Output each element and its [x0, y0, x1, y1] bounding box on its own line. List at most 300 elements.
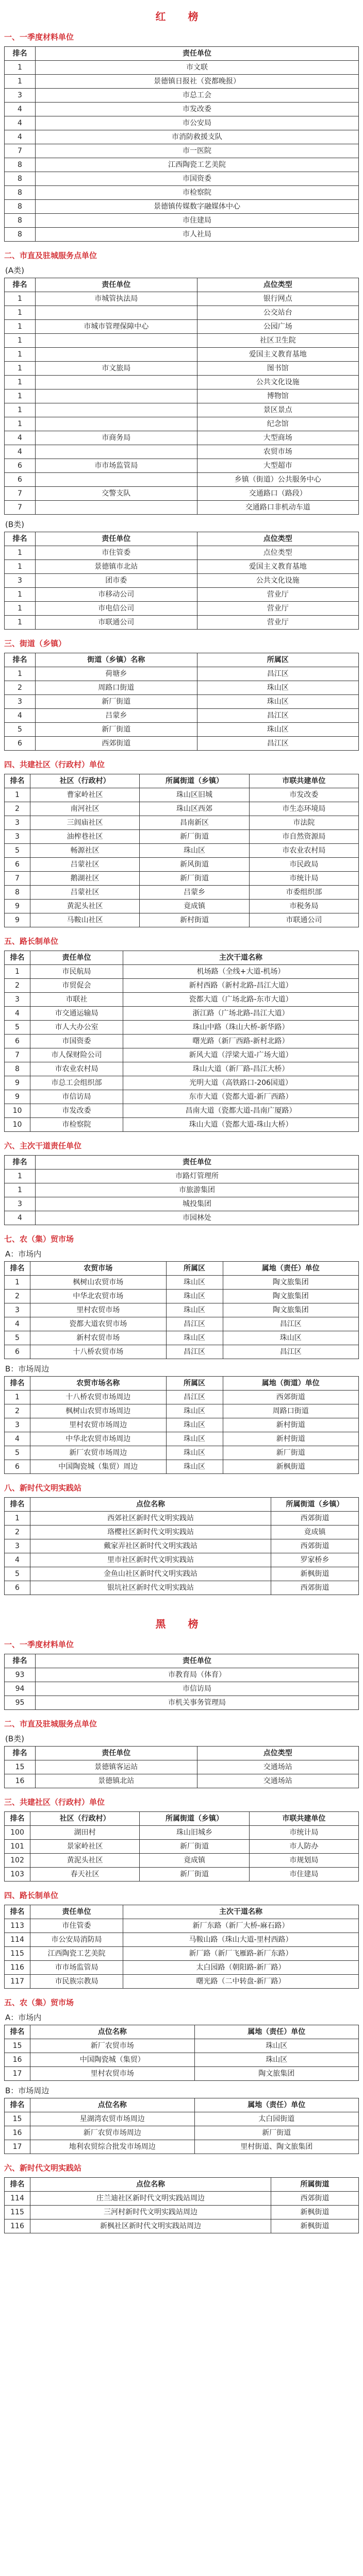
table-cell: 瓷都大道（广场北路-东市大道）	[123, 993, 359, 1007]
rank-cell: 1	[5, 1170, 36, 1183]
table-cell: 浙江路（广场北路-昌江大道）	[123, 1007, 359, 1021]
table-cell: 机场路（全线+大道-机场）	[123, 965, 359, 979]
table-row	[5, 1118, 359, 1132]
table-row	[5, 1007, 359, 1021]
table-cell: 交通路口非机动车道	[197, 501, 359, 515]
column-header: 排名	[5, 2098, 30, 2112]
rank-cell: 10	[5, 1118, 30, 1132]
table-cell: 市国资委	[30, 1035, 123, 1048]
column-header: 点位类型	[197, 532, 359, 546]
table-cell: 昌江区	[197, 667, 359, 681]
rank-cell: 2	[5, 681, 36, 695]
column-header: 社区（行政村）	[30, 1812, 140, 1826]
column-header: 责任单位	[30, 1905, 123, 1919]
column-header: 所属街道	[271, 2178, 359, 2192]
table-cell: 珠山大道（瓷都大道-珠山大桥）	[123, 1118, 359, 1132]
rank-cell: 3	[5, 1418, 30, 1432]
red-s8-table	[4, 1497, 359, 1595]
table-cell: 景区景点	[197, 403, 359, 417]
table-cell: 珠山大道（新厂路-昌江大桥）	[123, 1062, 359, 1076]
table-cell: 市民政局	[249, 858, 358, 872]
table-cell: 西郊街道	[36, 737, 197, 751]
table-row	[5, 1048, 359, 1062]
table-row	[5, 1553, 359, 1567]
table-row	[5, 2126, 359, 2140]
rank-cell: 1	[5, 1391, 30, 1404]
rank-cell: 1	[5, 61, 36, 75]
table-row	[5, 886, 359, 900]
table-cell: 新厂农贸市场周边	[30, 1446, 167, 1460]
rank-cell: 8	[5, 186, 36, 200]
black-s1-table	[4, 1654, 359, 1710]
table-row	[5, 1567, 359, 1581]
table-row	[5, 1840, 359, 1854]
rank-cell: 3	[5, 1303, 30, 1317]
table-cell: 庄兰迪社区新时代文明实践站周边	[30, 2192, 271, 2206]
table-cell: 市人大办公室	[30, 1021, 123, 1035]
column-header: 排名	[5, 951, 30, 965]
rank-cell: 17	[5, 2140, 30, 2154]
red-list-title: 红 榜	[155, 10, 208, 23]
rank-cell: 3	[5, 816, 30, 830]
rank-cell: 3	[5, 1539, 30, 1553]
rank-cell: 5	[5, 1021, 30, 1035]
table-cell: 大型商场	[197, 431, 359, 445]
table-row	[5, 2112, 359, 2126]
table-row	[5, 61, 359, 75]
table-cell: 江西陶瓷工艺美院	[30, 1947, 123, 1961]
table-cell: 春天社区	[30, 1868, 140, 1882]
table-cell: 新村街道	[140, 913, 249, 927]
black-section-1-title: 一、一季度材料单位	[4, 1640, 74, 1649]
table-row	[5, 602, 359, 616]
table-cell: 市统计局	[249, 872, 358, 886]
column-header: 排名	[5, 653, 36, 667]
table-cell: 昌江区	[197, 709, 359, 723]
table-row	[5, 2219, 359, 2233]
red-s2-part-b-label: (B类)	[5, 520, 24, 529]
rank-cell: 10	[5, 1104, 30, 1118]
rank-cell: 2	[5, 1526, 30, 1539]
table-cell: 交通场站	[197, 1760, 359, 1774]
table-row	[5, 1432, 359, 1446]
table-cell	[36, 348, 197, 362]
table-cell: 吕蒙社区	[30, 886, 140, 900]
table-cell: 新枫街道	[223, 1460, 359, 1474]
table-row	[5, 1331, 359, 1345]
red-section-5-title: 五、路长制单位	[4, 937, 59, 946]
table-cell	[36, 389, 197, 403]
table-row	[5, 334, 359, 348]
table-cell: 中国陶瓷城（集贸）周边	[30, 1460, 167, 1474]
red-section-8-title: 八、新时代文明实践站	[4, 1483, 82, 1493]
table-row	[5, 1868, 359, 1882]
rank-cell: 4	[5, 103, 36, 116]
table-cell: 曙光路（二中转盘-新厂路）	[123, 1975, 359, 1989]
column-header: 责任单位	[36, 532, 197, 546]
table-cell: 西郊街道	[271, 1581, 359, 1595]
table-row	[5, 459, 359, 473]
column-header: 社区（行政村）	[30, 774, 140, 788]
column-header: 点位名称	[30, 2098, 195, 2112]
red-s1-table	[4, 46, 359, 242]
table-cell: 周路口街道	[36, 681, 197, 695]
table-row	[5, 1276, 359, 1290]
table-cell: 新厂农贸市场周边	[30, 2126, 195, 2140]
table-cell: 市联通公司	[249, 913, 358, 927]
table-row	[5, 695, 359, 709]
table-cell: 新厂街道	[140, 872, 249, 886]
table-cell	[36, 501, 197, 515]
column-header: 农贸市场名称	[30, 1377, 167, 1391]
rank-cell: 16	[5, 2126, 30, 2140]
table-cell: 市住管委	[30, 1919, 123, 1933]
rank-cell: 8	[5, 228, 36, 242]
table-cell: 戴家弄社区新时代文明实践站	[30, 1539, 271, 1553]
rank-cell: 16	[5, 2053, 30, 2067]
table-cell: 市公安局	[36, 116, 359, 130]
table-cell: 新枫街道	[271, 2219, 359, 2233]
table-cell: 市信访局	[30, 1090, 123, 1104]
rank-cell: 116	[5, 2219, 30, 2233]
table-cell: 陶文旅集团	[223, 1276, 359, 1290]
table-row	[5, 116, 359, 130]
table-cell: 里村农贸市场	[30, 2067, 195, 2081]
table-row	[5, 417, 359, 431]
table-cell: 新厂东路（新厂大桥-麻石路）	[123, 1919, 359, 1933]
rank-cell: 1	[5, 403, 36, 417]
table-row	[5, 1581, 359, 1595]
table-row	[5, 445, 359, 459]
table-header-row	[5, 278, 359, 292]
table-row	[5, 2053, 359, 2067]
table-row	[5, 1668, 359, 1682]
table-cell: 昌江区	[223, 1345, 359, 1359]
table-cell: 昌江区	[166, 1345, 223, 1359]
table-cell: 吕蒙乡	[36, 709, 197, 723]
column-header: 市联共建单位	[249, 774, 358, 788]
column-header: 排名	[5, 47, 36, 61]
rank-cell: 1	[5, 334, 36, 348]
table-cell: 交警支队	[36, 487, 197, 501]
table-cell: 新厂街道	[140, 1840, 249, 1854]
table-cell: 昌江区	[223, 1317, 359, 1331]
table-cell: 畅源社区	[30, 844, 140, 858]
red-section-4-title: 四、共建社区（行政村）单位	[4, 760, 105, 769]
rank-cell: 6	[5, 1460, 30, 1474]
table-row	[5, 172, 359, 186]
table-cell: 新厂街道	[194, 2126, 359, 2140]
table-cell: 新厂街道	[140, 1868, 249, 1882]
table-cell: 市教育局（体育）	[36, 1668, 359, 1682]
table-cell: 珠山区	[166, 1446, 223, 1460]
table-cell: 中华北农贸市场周边	[30, 1432, 167, 1446]
table-cell: 市税务局	[249, 900, 358, 913]
column-header: 街道（乡镇）名称	[36, 653, 197, 667]
column-header: 属地（责任）单位	[223, 1262, 359, 1276]
rank-cell: 116	[5, 1961, 30, 1975]
table-cell: 市联通公司	[36, 616, 197, 630]
table-header-row	[5, 1498, 359, 1512]
table-cell: 爱国主义教育基地	[197, 348, 359, 362]
table-row	[5, 501, 359, 515]
table-cell: 市规划局	[249, 1854, 358, 1868]
column-header: 责任单位	[36, 1747, 197, 1760]
table-cell: 社区卫生院	[197, 334, 359, 348]
table-cell: 市总工会组织部	[30, 1076, 123, 1090]
black-s5-part-b-label: B：市场周边	[5, 2086, 50, 2095]
column-header: 责任单位	[36, 47, 359, 61]
table-row	[5, 1682, 359, 1696]
table-header-row	[5, 2098, 359, 2112]
rank-cell: 5	[5, 1446, 30, 1460]
table-row	[5, 1947, 359, 1961]
table-cell: 新枫街道	[271, 1567, 359, 1581]
table-cell: 营业厅	[197, 616, 359, 630]
table-cell: 罗家桥乡	[271, 1553, 359, 1567]
table-cell: 交通路口（路段）	[197, 487, 359, 501]
rank-cell: 5	[5, 1331, 30, 1345]
table-cell: 市住建局	[249, 1868, 358, 1882]
table-header-row	[5, 1262, 359, 1276]
table-cell	[36, 403, 197, 417]
table-cell: 新村农贸市场	[30, 1331, 167, 1345]
table-header-row	[5, 951, 359, 965]
table-row	[5, 200, 359, 214]
table-row	[5, 144, 359, 158]
rank-cell: 4	[5, 1007, 30, 1021]
table-cell: 市发改委	[30, 1104, 123, 1118]
table-row	[5, 574, 359, 588]
table-cell: 鹅湖社区	[30, 872, 140, 886]
table-row	[5, 348, 359, 362]
table-cell: 景家岭社区	[30, 1840, 140, 1854]
table-row	[5, 1404, 359, 1418]
column-header: 主次干道名称	[123, 1905, 359, 1919]
table-row	[5, 1774, 359, 1788]
table-cell: 陶文旅集团	[223, 1290, 359, 1303]
red-s2-b-table	[4, 532, 359, 630]
table-cell: 市公安局消防局	[30, 1933, 123, 1947]
table-cell: 新厂农贸市场	[30, 2039, 195, 2053]
rank-cell: 102	[5, 1854, 30, 1868]
table-cell: 新厂街道	[140, 830, 249, 844]
table-cell: 市旅游集团	[36, 1183, 359, 1197]
table-row	[5, 431, 359, 445]
rank-cell: 5	[5, 1567, 30, 1581]
red-s7-a-table	[4, 1261, 359, 1359]
table-cell: 曙光路（新厂西路-新村北路）	[123, 1035, 359, 1048]
table-header-row	[5, 2025, 359, 2039]
table-row	[5, 362, 359, 376]
table-cell: 里村街道、陶文旅集团	[194, 2140, 359, 2154]
table-cell: 竟成镇	[140, 900, 249, 913]
table-cell: 珠山区	[166, 1276, 223, 1290]
table-row	[5, 130, 359, 144]
rank-cell: 9	[5, 900, 30, 913]
rank-cell: 1	[5, 1183, 36, 1197]
table-cell: 十八桥农贸市场周边	[30, 1391, 167, 1404]
red-s5-table	[4, 951, 359, 1132]
column-header: 所属区	[166, 1262, 223, 1276]
table-cell: 交通场站	[197, 1774, 359, 1788]
rank-cell: 5	[5, 844, 30, 858]
table-cell: 市自然资源局	[249, 830, 358, 844]
table-cell: 市一医院	[36, 144, 359, 158]
table-cell: 珠山区	[166, 1460, 223, 1474]
table-cell: 新枫社区新时代文明实践站周边	[30, 2219, 271, 2233]
table-cell	[36, 473, 197, 487]
table-header-row	[5, 653, 359, 667]
table-row	[5, 2067, 359, 2081]
rank-cell: 4	[5, 431, 36, 445]
column-header: 点位类型	[197, 1747, 359, 1760]
column-header: 排名	[5, 278, 36, 292]
table-cell: 黄泥头社区	[30, 1854, 140, 1868]
rank-cell: 1	[5, 667, 36, 681]
column-header: 所属区	[197, 653, 359, 667]
table-cell: 大型超市	[197, 459, 359, 473]
rank-cell: 115	[5, 1947, 30, 1961]
table-row	[5, 1539, 359, 1553]
table-cell: 竟成镇	[271, 1526, 359, 1539]
rank-cell: 6	[5, 1581, 30, 1595]
table-cell	[36, 417, 197, 431]
table-cell: 光明大道（高铁路口-206国道）	[123, 1076, 359, 1090]
table-cell: 市园林处	[36, 1211, 359, 1225]
rank-cell: 1	[5, 602, 36, 616]
table-row	[5, 709, 359, 723]
table-cell: 市市场监管局	[36, 459, 197, 473]
rank-cell: 1	[5, 320, 36, 334]
table-row	[5, 1526, 359, 1539]
rank-cell: 3	[5, 574, 36, 588]
table-cell: 昌江区	[197, 737, 359, 751]
rank-cell: 7	[5, 487, 36, 501]
table-cell: 市人防办	[249, 1840, 358, 1854]
table-cell: 枫树山农贸市场周边	[30, 1404, 167, 1418]
table-row	[5, 1512, 359, 1526]
table-header-row	[5, 1747, 359, 1760]
column-header: 属地（街道）单位	[223, 1377, 359, 1391]
table-row	[5, 1826, 359, 1840]
table-row	[5, 1446, 359, 1460]
rank-cell: 2	[5, 802, 30, 816]
table-row	[5, 186, 359, 200]
rank-cell: 115	[5, 2206, 30, 2219]
table-cell: 周路口街道	[223, 1404, 359, 1418]
table-row	[5, 1760, 359, 1774]
table-cell: 营业厅	[197, 588, 359, 602]
table-cell: 市发改委	[36, 103, 359, 116]
table-cell: 十八桥农贸市场	[30, 1345, 167, 1359]
rank-cell: 3	[5, 1197, 36, 1211]
table-cell: 三闾庙社区	[30, 816, 140, 830]
table-cell: 陶文旅集团	[223, 1303, 359, 1317]
table-cell: 竟成镇	[140, 1854, 249, 1868]
black-section-4-title: 四、路长制单位	[4, 1891, 59, 1900]
table-row	[5, 1696, 359, 1710]
red-s4-table	[4, 774, 359, 927]
rank-cell: 4	[5, 1553, 30, 1567]
column-header: 点位名称	[30, 1498, 271, 1512]
table-cell: 公交站台	[197, 306, 359, 320]
column-header: 属地（责任）单位	[194, 2025, 359, 2039]
rank-cell: 7	[5, 501, 36, 515]
table-row	[5, 560, 359, 574]
rank-cell: 7	[5, 872, 30, 886]
table-cell: 市消防救援支队	[36, 130, 359, 144]
table-cell: 公园广场	[197, 320, 359, 334]
rank-cell: 1	[5, 417, 36, 431]
table-row	[5, 75, 359, 89]
rank-cell: 1	[5, 1276, 30, 1290]
rank-cell: 6	[5, 1035, 30, 1048]
table-row	[5, 788, 359, 802]
column-header: 排名	[5, 532, 36, 546]
table-row	[5, 1104, 359, 1118]
red-s2-a-table	[4, 278, 359, 515]
rank-cell: 6	[5, 737, 36, 751]
rank-cell: 95	[5, 1696, 36, 1710]
table-cell: 昌南大道（瓷都大道-昌南广厦路）	[123, 1104, 359, 1118]
table-cell: 瓷都大道农贸市场	[30, 1317, 167, 1331]
column-header: 排名	[5, 2178, 30, 2192]
table-cell: 西郊街道	[271, 2192, 359, 2206]
table-cell: 博物馆	[197, 389, 359, 403]
column-header: 所属街道（乡镇）	[140, 1812, 249, 1826]
table-cell: 农贸市场	[197, 445, 359, 459]
table-row	[5, 306, 359, 320]
table-cell: 市发改委	[249, 788, 358, 802]
rank-cell: 8	[5, 214, 36, 228]
table-cell: 城投集团	[36, 1197, 359, 1211]
table-cell: 市统计局	[249, 1826, 358, 1840]
column-header: 排名	[5, 1747, 36, 1760]
table-row	[5, 1919, 359, 1933]
table-cell: 珠山区	[223, 1331, 359, 1345]
table-row	[5, 667, 359, 681]
table-cell: 金鱼山社区新时代文明实践站	[30, 1567, 271, 1581]
rank-cell: 114	[5, 2192, 30, 2206]
rank-cell: 1	[5, 306, 36, 320]
red-s7-b-table	[4, 1376, 359, 1474]
table-cell: 点位类型	[197, 546, 359, 560]
table-cell: 珠山区	[194, 2053, 359, 2067]
table-row	[5, 1345, 359, 1359]
red-section-6-title: 六、主次干道责任单位	[4, 1141, 82, 1150]
table-cell: 市机关事务管理局	[36, 1696, 359, 1710]
rank-cell: 8	[5, 886, 30, 900]
table-row	[5, 376, 359, 389]
table-cell: 太白园路（朝阳路-新厂路）	[123, 1961, 359, 1975]
table-cell: 市城市管理保障中心	[36, 320, 197, 334]
rank-cell: 1	[5, 1512, 30, 1526]
rank-cell: 4	[5, 1211, 36, 1225]
table-row	[5, 858, 359, 872]
column-header: 排名	[5, 1262, 30, 1276]
table-cell: 中华北农贸市场	[30, 1290, 167, 1303]
table-cell: 油榨巷社区	[30, 830, 140, 844]
table-row	[5, 1090, 359, 1104]
table-cell: 市住建局	[36, 214, 359, 228]
rank-cell: 6	[5, 858, 30, 872]
table-cell: 银坑社区新时代文明实践站	[30, 1581, 271, 1595]
rank-cell: 1	[5, 965, 30, 979]
rank-cell: 1	[5, 560, 36, 574]
rank-cell: 4	[5, 1317, 30, 1331]
table-row	[5, 1933, 359, 1947]
